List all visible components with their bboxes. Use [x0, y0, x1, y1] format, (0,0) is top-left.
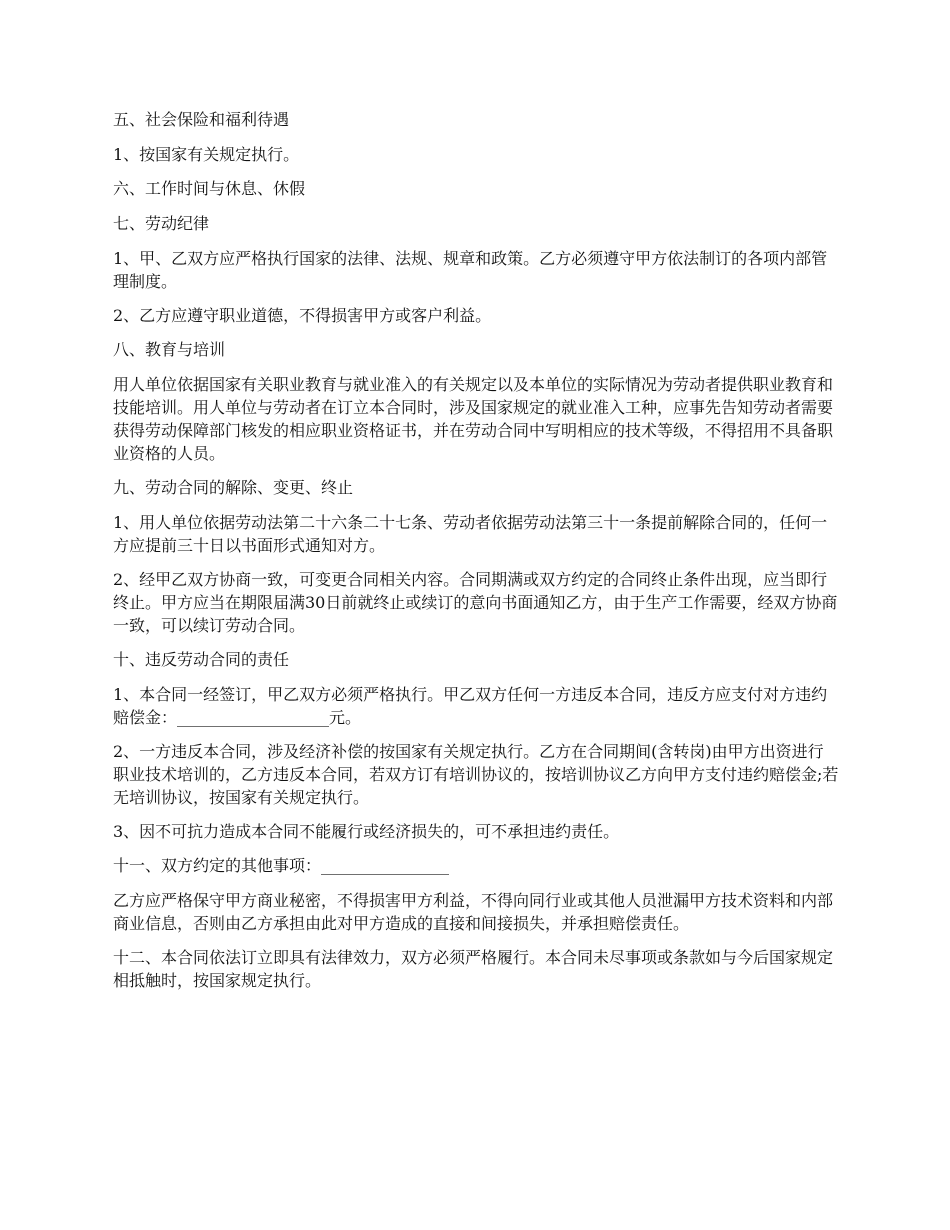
- section-heading-other-matters: 十一、双方约定的其他事项：________________: [113, 856, 450, 875]
- clause-paragraph: 2、经甲乙双方协商一致，可变更合同相关内容。合同期满或双方约定的合同终止条件出现，应当即行终止。甲方应当在期限届满30日前就终止或续订的意向书面通知乙方，由于生产工作需要，经双方协商一致，可以续订劳动合同。: [113, 570, 838, 635]
- clause-paragraph: 1、按国家有关规定执行。: [113, 145, 300, 164]
- section-heading-contract-termination: 九、劳动合同的解除、变更、终止: [113, 478, 354, 497]
- section-heading-working-hours: 六、工作时间与休息、休假: [113, 179, 306, 198]
- clause-paragraph: 乙方应严格保守甲方商业秘密，不得损害甲方利益，不得向同行业或其他人员泄漏甲方技术资料和内部商业信息，否则由乙方承担由此对甲方造成的直接和间接损失，并承担赔偿责任。: [113, 891, 834, 933]
- clause-paragraph: 1、用人单位依据劳动法第二十六条二十七条、劳动者依据劳动法第三十一条提前解除合同的，任何一方应提前三十日以书面形式通知对方。: [113, 513, 828, 555]
- section-heading-labor-discipline: 七、劳动纪律: [113, 214, 210, 233]
- clause-paragraph: 3、因不可抗力造成本合同不能履行或经济损失的，可不承担违约责任。: [113, 822, 620, 841]
- clause-paragraph: 1、本合同一经签订，甲乙双方必须严格执行。甲乙双方任何一方违反本合同，违反方应支付对方违约赔偿金：___________________元。: [113, 685, 828, 727]
- section-heading-education-training: 八、教育与培训: [113, 340, 226, 359]
- clause-paragraph: 用人单位依据国家有关职业教育与就业准入的有关规定以及本单位的实际情况为劳动者提供职业教育和技能培训。用人单位与劳动者在订立本合同时，涉及国家规定的就业准入工种，应事先告知劳动者需要获得劳动保障部门核发的相应职业资格证书，并在劳动合同中写明相应的技术等级，不得招用不具备职业资格的人员。: [113, 375, 834, 463]
- clause-paragraph: 十二、本合同依法订立即具有法律效力，双方必须严格履行。本合同未尽事项或条款如与今后国家规定相抵触时，按国家规定执行。: [113, 948, 834, 990]
- clause-paragraph: 2、乙方应遵守职业道德，不得损害甲方或客户利益。: [113, 306, 492, 325]
- document-body: [113, 108, 839, 1003]
- section-heading-social-insurance: 五、社会保险和福利待遇: [113, 110, 290, 129]
- section-heading-breach-liability: 十、违反劳动合同的责任: [113, 650, 290, 669]
- clause-paragraph: 2、一方违反本合同，涉及经济补偿的按国家有关规定执行。乙方在合同期间(含转岗)由甲方出资进行职业技术培训的，乙方违反本合同，若双方订有培训协议的，按培训协议乙方向甲方支付违约赔偿金;若无培训协议，按国家有关规定执行。: [113, 742, 839, 807]
- clause-paragraph: 1、甲、乙双方应严格执行国家的法律、法规、规章和政策。乙方必须遵守甲方依法制订的各项内部管理制度。: [113, 249, 828, 291]
